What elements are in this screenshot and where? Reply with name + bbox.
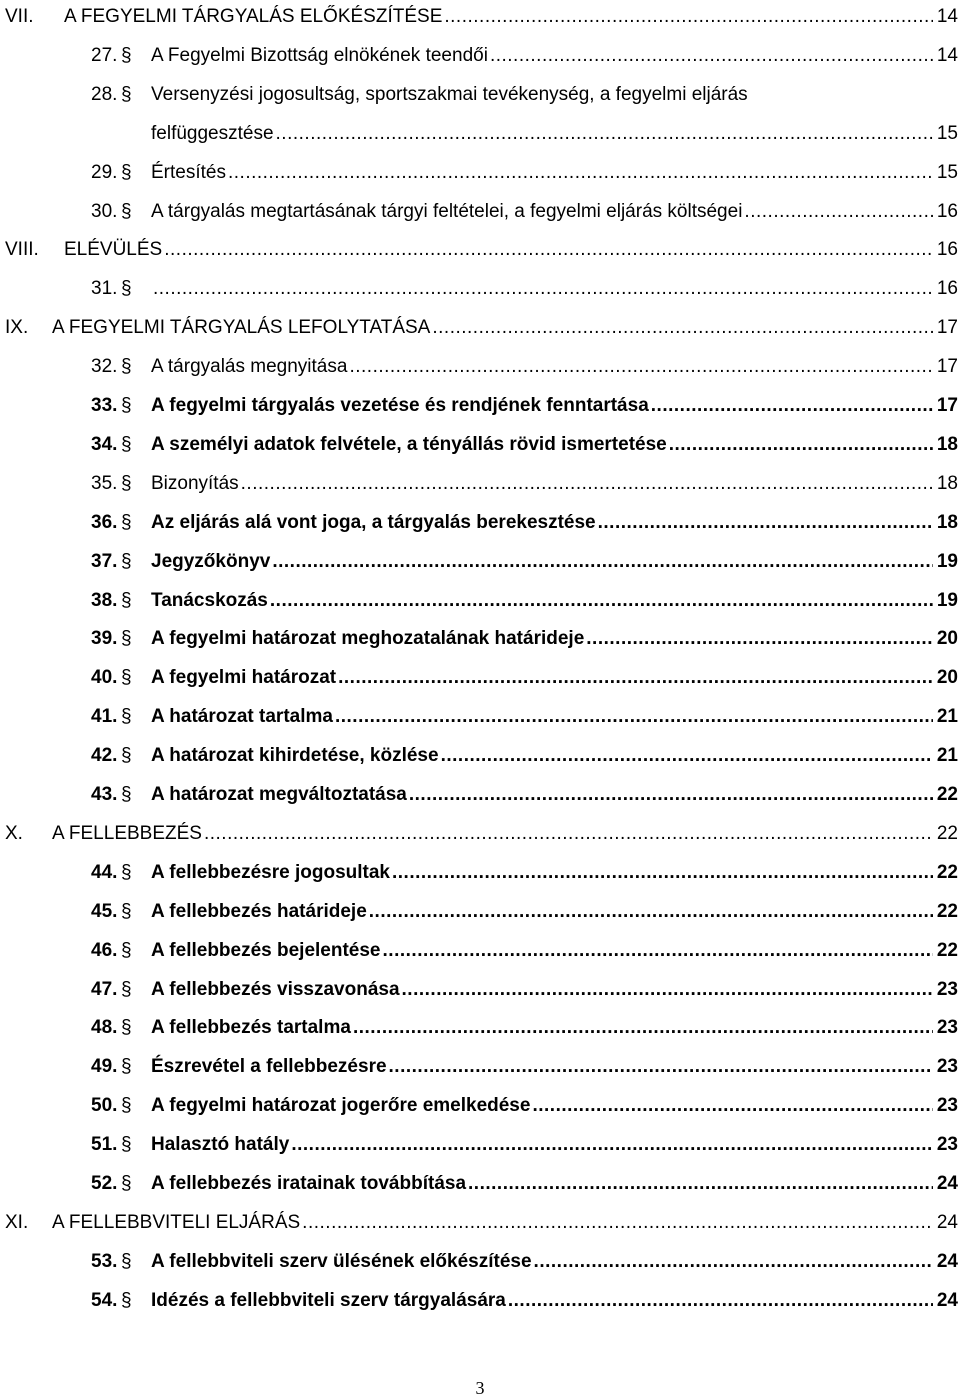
toc-section[interactable] — [0, 195, 960, 229]
dot-leader — [468, 1167, 933, 1201]
toc-entry-title: A FEGYELMI TÁRGYALÁS LEFOLYTATÁSA — [52, 317, 431, 339]
toc-page-number: 14 — [936, 44, 958, 66]
toc-section-number: 49. — [91, 1056, 118, 1078]
toc-page-number: 23 — [936, 978, 958, 1000]
toc-page-number: 21 — [936, 745, 958, 767]
toc-entry-title: A fegyelmi tárgyalás vezetése és rendjének fenntartása — [151, 395, 649, 416]
toc-page-number: 22 — [936, 861, 958, 883]
toc-section-number: 30. — [91, 200, 118, 222]
dot-leader — [349, 350, 932, 384]
dot-leader — [164, 233, 933, 267]
toc-section-number: 27. — [91, 44, 118, 66]
dot-leader — [598, 506, 933, 540]
toc-chapter-number: IX. — [5, 317, 29, 339]
toc-section[interactable] — [0, 1284, 960, 1318]
toc-section-number: 44. — [91, 861, 118, 883]
toc-chapter[interactable] — [0, 233, 960, 267]
toc-chapter[interactable] — [0, 311, 960, 345]
toc-page-number: 16 — [936, 239, 958, 261]
toc-entry-title: A tárgyalás megtartásának tárgyi feltételei, a fegyelmi eljárás költségei — [151, 200, 743, 222]
toc-page-number: 15 — [936, 161, 958, 183]
toc-section[interactable] — [0, 272, 960, 306]
toc-section-number: 43. — [91, 784, 118, 805]
toc-entry-title: A fegyelmi határozat meghozatalának határideje — [151, 628, 585, 650]
dot-leader — [744, 195, 932, 229]
toc-section-number: 50. — [91, 1095, 118, 1117]
section-sign-icon: § — [121, 161, 132, 183]
section-sign-icon: § — [121, 667, 132, 689]
section-sign-icon: § — [121, 395, 132, 416]
toc-section-number: 35. — [91, 472, 118, 494]
toc-section[interactable] — [0, 1245, 960, 1279]
toc-section-number: 34. — [91, 433, 118, 455]
toc-section[interactable] — [0, 661, 960, 695]
toc-entry-title: A személyi adatok felvétele, a tényállás rövid ismertetése — [151, 433, 667, 455]
section-sign-icon: § — [121, 83, 132, 105]
toc-section-number: 32. — [91, 356, 118, 378]
section-sign-icon: § — [121, 628, 132, 650]
section-sign-icon: § — [121, 44, 132, 66]
section-sign-icon: § — [121, 1250, 132, 1272]
toc-page-number: 23 — [936, 1056, 958, 1078]
toc-entry-title: A FELLEBBVITELI ELJÁRÁS — [52, 1211, 301, 1233]
toc-entry-title: A tárgyalás megnyitása — [151, 356, 348, 378]
toc-page-number: 18 — [936, 511, 958, 533]
toc-section[interactable] — [0, 389, 960, 423]
toc-section[interactable] — [0, 39, 960, 73]
toc-page-number: 19 — [936, 550, 958, 572]
dot-leader — [392, 856, 933, 890]
toc-section-number: 51. — [91, 1134, 118, 1156]
section-sign-icon: § — [121, 861, 132, 883]
toc-page-number: 22 — [936, 784, 958, 805]
toc-entry-title: Halasztó hatály — [151, 1134, 290, 1156]
toc-entry-title: A határozat tartalma — [151, 706, 333, 728]
toc-page-number: 24 — [936, 1173, 958, 1194]
toc-section-number: 37. — [91, 550, 118, 572]
dot-leader — [532, 1089, 932, 1123]
toc-entry-title: A fellebbezésre jogosultak — [151, 861, 390, 883]
toc-entry-title: A FEGYELMI TÁRGYALÁS ELŐKÉSZÍTÉSE — [64, 6, 443, 27]
toc-section[interactable] — [0, 895, 960, 929]
toc-page-number: 19 — [936, 589, 958, 611]
section-sign-icon: § — [121, 589, 132, 611]
toc-entry-title: A határozat kihirdetése, közlése — [151, 745, 439, 767]
toc-chapter-number: VIII. — [5, 239, 39, 261]
section-sign-icon: § — [121, 978, 132, 1000]
dot-leader — [669, 428, 933, 462]
toc-section[interactable] — [0, 350, 960, 384]
toc-page-number: 22 — [936, 822, 958, 844]
toc-entry-title: A fegyelmi határozat — [151, 667, 337, 689]
toc-chapter-number: XI. — [5, 1211, 29, 1233]
dot-leader — [228, 156, 933, 190]
section-sign-icon: § — [121, 433, 132, 455]
section-sign-icon: § — [121, 1056, 132, 1078]
toc-section-number: 31. — [91, 278, 118, 300]
toc-section[interactable] — [0, 506, 960, 540]
toc-section[interactable] — [0, 584, 960, 618]
dot-leader — [409, 778, 933, 812]
toc-section-number: 39. — [91, 628, 118, 650]
toc-section[interactable] — [0, 934, 960, 968]
toc-section-number: 36. — [91, 511, 118, 533]
toc-entry-title: A fellebbezés határideje — [151, 900, 367, 922]
toc-section-number: 28. — [91, 83, 118, 105]
toc-section-number: 29. — [91, 161, 118, 183]
dot-leader — [369, 895, 933, 929]
section-sign-icon: § — [121, 200, 132, 222]
toc-page-number: 23 — [936, 1095, 958, 1117]
dot-leader — [353, 1011, 933, 1045]
dot-leader — [441, 739, 933, 773]
toc-section[interactable] — [0, 1167, 960, 1201]
toc-section-number: 47. — [91, 978, 118, 1000]
toc-section[interactable] — [0, 739, 960, 773]
toc-section-number: 53. — [91, 1250, 118, 1272]
toc-page-number: 18 — [936, 472, 958, 494]
toc-section-number: 33. — [91, 395, 118, 416]
section-sign-icon: § — [121, 784, 132, 805]
dot-leader — [490, 39, 933, 73]
toc-page-number: 24 — [936, 1289, 958, 1311]
dot-leader — [402, 973, 933, 1007]
toc-page-number: 23 — [936, 1017, 958, 1039]
toc-entry-title: A fellebbviteli szerv ülésének előkészítése — [151, 1250, 532, 1272]
toc-entry-title: A Fegyelmi Bizottság elnökének teendői — [151, 44, 488, 66]
toc-section[interactable] — [0, 856, 960, 890]
toc-entry-title: Tanácskozás — [151, 589, 268, 611]
dot-leader — [383, 934, 933, 968]
toc-section[interactable] — [0, 428, 960, 462]
dot-leader — [534, 1245, 933, 1279]
toc-page-number: 24 — [936, 1250, 958, 1272]
dot-leader — [272, 545, 933, 579]
toc-page-number: 15 — [936, 122, 958, 144]
toc-page-number: 17 — [936, 356, 958, 378]
toc-section[interactable] — [0, 467, 960, 501]
dot-leader — [270, 584, 933, 618]
dot-leader — [335, 700, 933, 734]
dot-leader — [302, 1206, 933, 1240]
toc-page-number: 21 — [936, 706, 958, 728]
toc-page-number: 22 — [936, 900, 958, 922]
toc-section[interactable] — [0, 1089, 960, 1123]
toc-section[interactable] — [0, 973, 960, 1007]
dot-leader — [241, 467, 933, 501]
toc-chapter-number: VII. — [5, 6, 34, 27]
toc-section[interactable] — [0, 622, 960, 656]
toc-page-number: 23 — [936, 1134, 958, 1156]
toc-entry-title: Idézés a fellebbviteli szerv tárgyalására — [151, 1289, 506, 1311]
toc-section[interactable] — [0, 156, 960, 190]
toc-section-number: 52. — [91, 1173, 118, 1194]
toc-chapter[interactable] — [0, 817, 960, 851]
dot-leader — [432, 311, 933, 345]
toc-entry-title: Értesítés — [151, 161, 226, 183]
toc-chapter[interactable] — [0, 1206, 960, 1240]
toc-page-number: 17 — [936, 317, 958, 339]
section-sign-icon: § — [121, 706, 132, 728]
toc-page-number: 16 — [936, 278, 958, 300]
section-sign-icon: § — [121, 278, 132, 300]
toc-page-number: 24 — [936, 1211, 958, 1233]
toc-entry-title: A határozat megváltoztatása — [151, 784, 407, 805]
toc-entry-title: Versenyzési jogosultság, sportszakmai tevékenység, a fegyelmi eljárás — [151, 83, 748, 105]
toc-section-number: 42. — [91, 745, 118, 767]
section-sign-icon: § — [121, 1095, 132, 1117]
toc-continuation[interactable] — [0, 117, 960, 151]
toc-entry-title: A fellebbezés iratainak továbbítása — [151, 1173, 467, 1194]
toc-entry-title: Észrevétel a fellebbezésre — [151, 1056, 387, 1078]
section-sign-icon: § — [121, 939, 132, 961]
section-sign-icon: § — [121, 356, 132, 378]
toc-section-number: 48. — [91, 1017, 118, 1039]
section-sign-icon: § — [121, 1173, 132, 1194]
toc-section[interactable] — [0, 1128, 960, 1162]
toc-entry-title: Jegyzőkönyv — [151, 550, 271, 572]
dot-leader — [651, 389, 933, 423]
section-sign-icon: § — [121, 1289, 132, 1311]
toc-section[interactable] — [0, 545, 960, 579]
dot-leader — [291, 1128, 933, 1162]
dot-leader — [508, 1284, 933, 1318]
dot-leader — [204, 817, 933, 851]
dot-leader — [338, 661, 933, 695]
toc-section-number: 41. — [91, 706, 118, 728]
toc-page-number: 14 — [936, 6, 958, 27]
dot-leader — [444, 0, 932, 34]
toc-section[interactable] — [0, 778, 960, 812]
toc-page-number: 20 — [936, 667, 958, 689]
toc-section[interactable] — [0, 700, 960, 734]
section-sign-icon: § — [121, 511, 132, 533]
section-sign-icon: § — [121, 1134, 132, 1156]
toc-section-number: 40. — [91, 667, 118, 689]
toc-page-number: 22 — [936, 939, 958, 961]
section-sign-icon: § — [121, 550, 132, 572]
dot-leader — [276, 117, 933, 151]
toc-entry-title: ELÉVÜLÉS — [64, 239, 163, 261]
toc-chapter[interactable] — [0, 0, 960, 34]
toc-section-number: 54. — [91, 1289, 118, 1311]
toc-section-number: 45. — [91, 900, 118, 922]
toc-page-number: 16 — [936, 200, 958, 222]
toc-page-number: 18 — [936, 433, 958, 455]
toc-chapter-number: X. — [5, 822, 23, 844]
toc-entry-title: felfüggesztése — [151, 122, 274, 144]
toc-entry-title: A fellebbezés tartalma — [151, 1017, 351, 1039]
toc-entry-title: A fellebbezés visszavonása — [151, 978, 400, 1000]
dot-leader — [153, 272, 933, 306]
toc-section[interactable] — [0, 1050, 960, 1084]
toc-page-number: 20 — [936, 628, 958, 650]
toc-section[interactable] — [0, 78, 960, 112]
section-sign-icon: § — [121, 745, 132, 767]
toc-section-number: 38. — [91, 589, 118, 611]
toc-entry-title: A fegyelmi határozat jogerőre emelkedése — [151, 1095, 531, 1117]
toc-entry-title: Az eljárás alá vont joga, a tárgyalás berekesztése — [151, 511, 596, 533]
toc-page-number: 17 — [936, 395, 958, 416]
toc-section[interactable] — [0, 1011, 960, 1045]
section-sign-icon: § — [121, 1017, 132, 1039]
toc-entry-title: A FELLEBBEZÉS — [52, 822, 202, 844]
page-number: 3 — [475, 1378, 485, 1398]
dot-leader — [389, 1050, 933, 1084]
toc-section-number: 46. — [91, 939, 118, 961]
section-sign-icon: § — [121, 900, 132, 922]
toc-entry-title: Bizonyítás — [151, 472, 239, 494]
toc-entry-title: A fellebbezés bejelentése — [151, 939, 381, 961]
dot-leader — [586, 622, 933, 656]
section-sign-icon: § — [121, 472, 132, 494]
